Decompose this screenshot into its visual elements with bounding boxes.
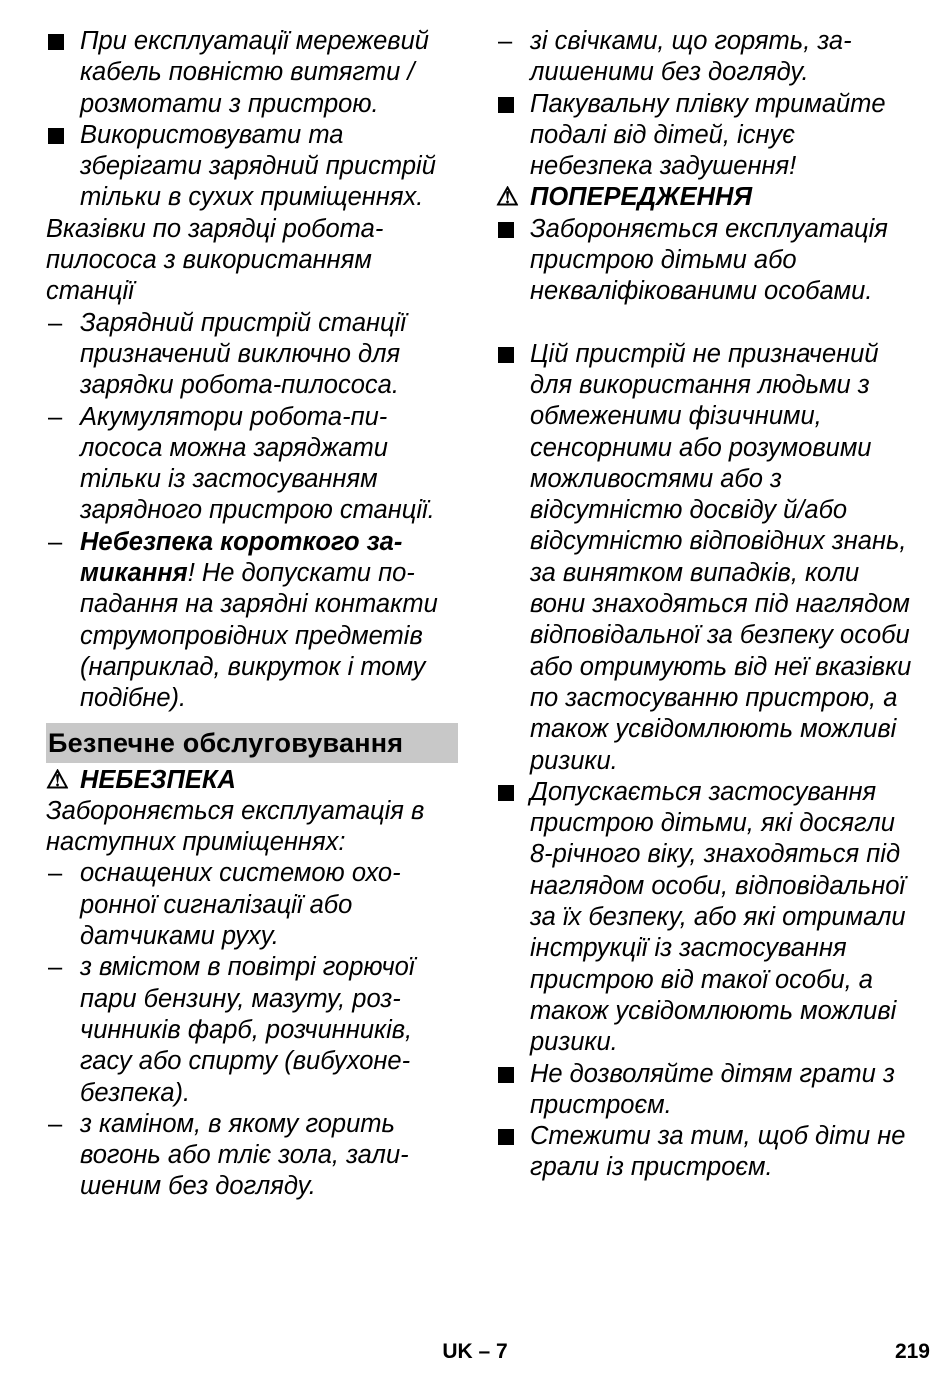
dash-text: оснащених системою охоронної сигналізації або датчиками руху.	[80, 859, 401, 951]
short-circuit-text: ! Не допускати попадання на зарядні контакти струмопровідних предметів (наприклад, викруток і тому подібне).	[80, 559, 438, 713]
dash-text: з вмістом в повітрі горючої пари бензину, мазуту, розчинників фарб, розчинників, гасу або спирту (вибухонебезпека).	[80, 953, 415, 1107]
bullet-text: Використовувати та зберігати зарядний пристрій тільки в сухих приміщеннях.	[80, 120, 436, 212]
dash-text: з каміном, в якому горить вогонь або тліє зола, залишеним без догляду.	[80, 1109, 409, 1201]
dash-item	[46, 952, 458, 1108]
bullet-item	[46, 120, 458, 214]
spacer	[496, 308, 916, 339]
bullet-text: При експлуатації мережевий кабель повністю витягти / розмотати з пристрою.	[80, 27, 429, 118]
dash-item	[46, 1109, 458, 1203]
dash-marker-icon: –	[48, 953, 63, 982]
bullet-text: Стежити за тим, щоб діти не грали із пристроєм.	[530, 1122, 906, 1182]
footer-section-label: UK – 7	[442, 1340, 508, 1363]
bullet-item	[496, 1121, 916, 1184]
bullet-text: Цій пристрій не призначений для використання людьми з обмеженими фізичними, сенсорними або розумовими можливостями або з відсутністю досвіду й/або відсутністю відповідних знань, за винятком випадків, коли вони знаходяться під наглядом відповідальної за безпеку особи або отримують від неї вказівки по застосуванню пристрою, а також усвідомлюють можливі ризики.	[530, 339, 912, 775]
danger-label-row	[46, 765, 458, 796]
dash-marker-icon: –	[48, 859, 63, 888]
bullet-item	[496, 1059, 916, 1122]
left-column	[46, 26, 458, 1203]
bullet-text: Допускається застосування пристрою дітьми, які досягли 8-річного віку, знаходяться під наглядом особи, відповідальної за їх безпеку, або які отримали інструкції із застосування пристрою від такої особи, а також усвідомлюють можливі ризики.	[530, 777, 906, 1057]
bullet-item	[46, 26, 458, 120]
dash-marker-icon: –	[48, 308, 63, 337]
dash-marker-icon: –	[48, 527, 63, 556]
dash-text: Акумулятори робота-пилососа можна заряджати тільки із застосуванням зарядного пристрою станції.	[80, 402, 435, 525]
charging-intro: Вказівки по зарядці робота-пилососа з використанням станції	[46, 214, 384, 306]
danger-intro: Забороняється експлуатація в наступних приміщеннях:	[46, 796, 425, 857]
page-number: 219	[894, 1340, 930, 1363]
dash-item	[46, 858, 458, 952]
right-column	[496, 26, 916, 1184]
bullet-item	[496, 89, 916, 183]
dash-item	[496, 26, 916, 89]
warning-label: ПОПЕРЕДЖЕННЯ	[530, 183, 753, 212]
bullet-item	[496, 339, 916, 777]
dash-text: Зарядний пристрій станції призначений виключно для зарядки робота-пилососа.	[80, 308, 406, 400]
warning-label-row	[496, 182, 916, 213]
dash-item	[46, 527, 458, 715]
bullet-item	[496, 777, 916, 1059]
dash-marker-icon: –	[48, 1109, 63, 1138]
dash-marker-icon: –	[498, 27, 513, 55]
warning-triangle-icon: ⚠	[496, 183, 519, 212]
dash-text: зі свічками, що горять, залишеними без догляду.	[530, 27, 852, 87]
bullet-text: Забороняється експлуатація пристрою дітьми або некваліфікованими особами.	[530, 214, 888, 306]
warning-triangle-icon: ⚠	[46, 765, 69, 794]
bullet-item	[496, 214, 916, 308]
dash-item	[46, 308, 458, 402]
bullet-text: Не дозволяйте дітям грати з пристроєм.	[530, 1059, 895, 1119]
danger-label: НЕБЕЗПЕКА	[80, 765, 236, 794]
bullet-text: Пакувальну плівку тримайте подалі від дітей, існує небезпека задушення!	[530, 89, 886, 181]
dash-marker-icon: –	[48, 402, 63, 431]
dash-item	[46, 402, 458, 527]
short-circuit-warning: Небезпека короткого замикання	[80, 527, 403, 588]
section-heading: Безпечне обслуговування	[46, 723, 458, 763]
